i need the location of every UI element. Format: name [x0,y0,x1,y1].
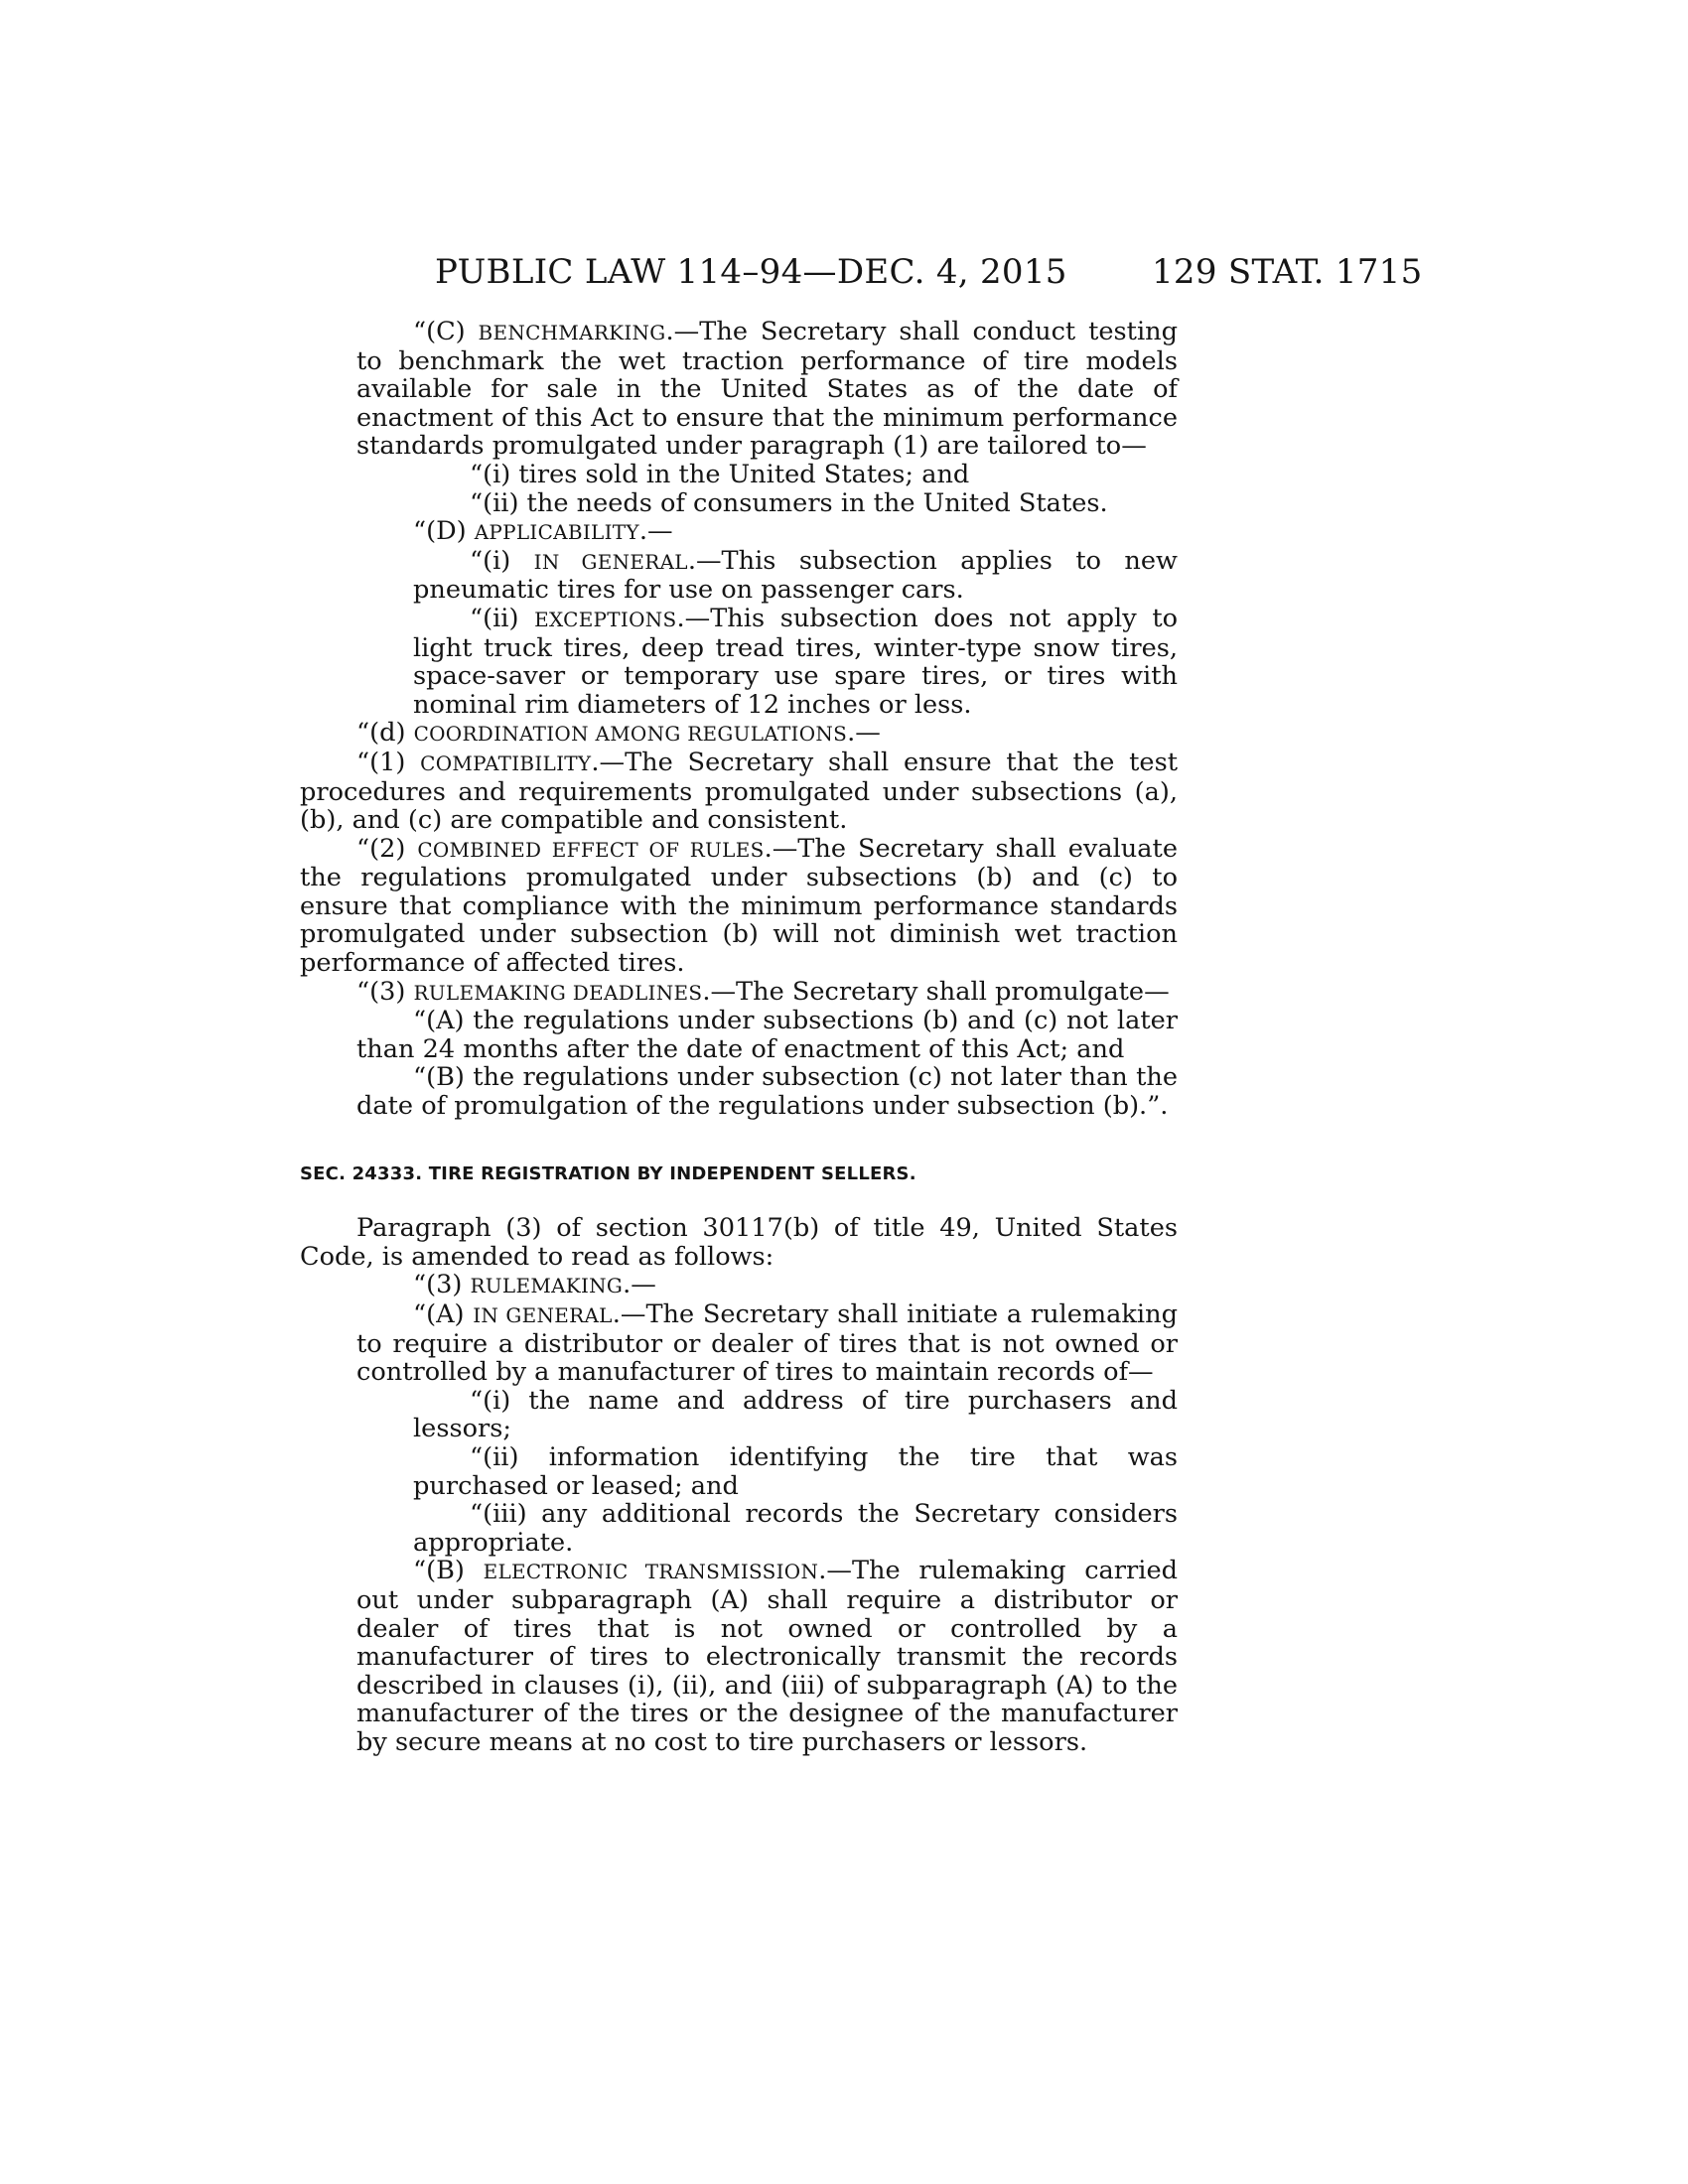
clause-heading: IN GENERAL [473,1303,613,1327]
page-stat-number: 129 STAT. 1715 [1152,252,1423,292]
clause-lead: “(i) [470,545,534,576]
paragraph-3-rulemaking [300,1271,1178,1300]
document-body [300,318,1178,1757]
clause-heading: EXCEPTIONS [534,607,677,631]
clause-heading: COORDINATION AMONG REGULATIONS [413,722,848,747]
clause-lead: “(3) [356,976,414,1007]
clause-lead: “(1) [356,747,421,777]
clause-heading: COMBINED EFFECT OF RULES [417,837,765,862]
subparagraph-d-applicability [300,517,1178,547]
clause-text: .— [847,718,881,749]
clause-heading: IN GENERAL [533,549,688,574]
running-header-title: PUBLIC LAW 114–94—DEC. 4, 2015 [435,252,1067,292]
clause-text: .—The Secretary shall ensure that the test procedures and requirements promulgated under subsections (a), (b), and (c) are compatible and consistent. [300,747,1179,836]
clause-text: .—The Secretary shall conduct testing to benchmark the wet traction performance of tire models available for sale in the United States as of the date of enactment of this Act to ensure that the minimum performance standards promulgated under paragraph (1) are tailored to— [356,317,1179,462]
clause-heading: RULEMAKING [470,1274,624,1298]
paragraph-1-compatibility [300,749,1178,835]
paragraph-3-rulemaking-deadlines [300,978,1178,1008]
clause-text: .—This subsection applies to new pneumatic tires for use on passenger cars. [413,545,1178,606]
clause-heading: COMPATIBILITY [420,751,592,775]
clause-heading: ELECTRONIC TRANSMISSION [483,1560,819,1584]
subparagraph-c-benchmarking [300,318,1178,461]
clause-heading: RULEMAKING DEADLINES [413,980,703,1005]
clause-a-i: “(i) the name and address of tire purchasers and lessors; [413,1385,1178,1444]
clause-lead: “(A) [413,1299,474,1329]
section-intro: Paragraph (3) of section 30117(b) of title 49, United States Code, is amended to read as follows: [300,1213,1178,1272]
clause-text: .—The Secretary shall promulgate— [702,976,1170,1007]
subsection-d-coordination [300,719,1178,749]
clause-c-ii: “(ii) the needs of consumers in the United States. [470,487,1108,518]
clause-a-iii: “(iii) any additional records the Secretary considers appropriate. [413,1499,1178,1558]
clause-lead: “(B) [413,1556,484,1586]
clause-text: .—The Secretary shall evaluate the regulations promulgated under subsections (b) and (c) to ensure that compliance with the minimum performance standards promulgated under subsection (b) will not diminish wet traction performance of affected tires. [300,833,1178,979]
section-heading: SEC. 24333. TIRE REGISTRATION BY INDEPENDENT SELLERS. [300,1162,916,1184]
paragraph-2-combined-effect [300,835,1178,978]
subparagraph-b-electronic-transmission [300,1557,1178,1756]
clause-a-ii: “(ii) information identifying the tire that was purchased or leased; and [413,1441,1178,1501]
clause-heading: BENCHMARKING [478,321,666,344]
clause-text: .—This subsection does not apply to light truck tires, deep tread tires, winter-type snow tires, space-saver or temporary use spare tires, or tires with nominal rim diameters of 12 inches or less. [413,603,1179,720]
clause-heading: APPLICABILITY [474,520,639,545]
clause-d-i [300,547,1178,605]
subparagraph-3-b: “(B) the regulations under subsection (c) not later than the date of promulgation of the regulations under subsection (b).”. [356,1062,1178,1122]
clause-lead: “(3) [413,1270,471,1300]
subparagraph-a-in-general [300,1300,1178,1387]
clause-text: .— [638,516,673,547]
clause-text: .— [623,1270,656,1300]
clause-d-ii [300,605,1178,719]
clause-lead: “(d) [356,718,414,749]
clause-text: .—The Secretary shall initiate a rulemaking to require a distributor or dealer of tires that is not owned or controlled by a manufacturer of tires to maintain records of— [356,1299,1178,1388]
clause-lead: “(ii) [470,603,535,633]
subparagraph-3-a: “(A) the regulations under subsections (b) and (c) not later than 24 months after the date of enactment of this Act; and [356,1006,1178,1064]
clause-lead: “(D) [413,516,475,547]
clause-text: .—The rulemaking carried out under subparagraph (A) shall require a distributor or dealer of tires that is not owned or controlled by a manufacturer of tires to electronically transmit the records described in clauses (i), (ii), and (iii) of subparagraph (A) to the manufacturer of the tires or the designee of the manufacturer by secure means at no cost to tire purchasers or lessors. [356,1556,1178,1757]
clause-lead: “(C) [413,317,479,346]
clause-lead: “(2) [356,833,418,864]
clause-c-i: “(i) tires sold in the United States; and [470,459,970,489]
